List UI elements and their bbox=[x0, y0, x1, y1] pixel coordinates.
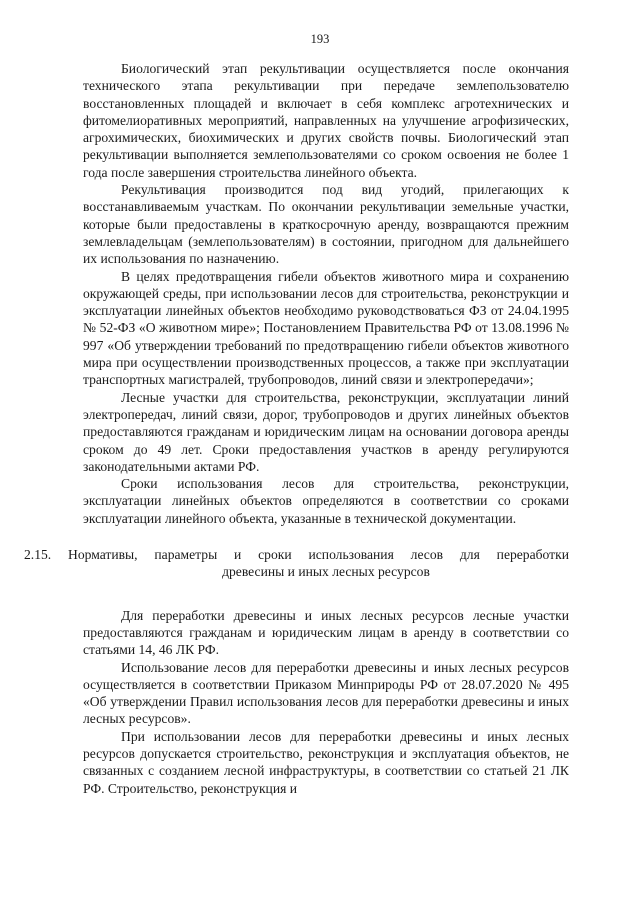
page-number: 193 bbox=[310, 32, 330, 46]
document-body bbox=[24, 60, 569, 797]
paragraph-usage-terms: Сроки использования лесов для строительства, реконструкции, эксплуатации линейных объектов определяются в соответствии со сроками эксплуатации линейного объекта, указанные в технической документации. bbox=[83, 476, 569, 526]
paragraph-processing-construction: При использовании лесов для переработки древесины и иных лесных ресурсов допускается строительство, реконструкция и эксплуатация объектов, не связанных с созданием лесной инфраструктуры, в соответствии со статьей 21 ЛК РФ. Строительство, реконструкция и bbox=[83, 728, 569, 796]
section-heading-line-1: 2.15. Нормативы, параметры и сроки использования лесов для переработки bbox=[24, 547, 569, 563]
paragraph-recultivation: Рекультивация производится под вид угодий, прилегающих к восстанавливаемым участкам. По окончании рекультивации земельные участки, которые были предоставлены в краткосрочную аренду, возвращаются прежним землевладельцам (землепользователям) в состоянии, пригодном для дальнейшего их использования по назначению. bbox=[83, 182, 569, 267]
paragraph-wildlife-protection: В целях предотвращения гибели объектов животного мира и сохранению окружающей среды, при использовании лесов для строительства, реконструкции и эксплуатации линейных объектов необходимо руководствоваться ФЗ от 24.04.1995 № 52-ФЗ «О животном мире»; Постановлением Правительства РФ от 13.08.1996 № 997 «Об утверждении требований по предотвращению гибели объектов животного мира при осуществлении производственных процессов, а также при эксплуатации транспортных магистралей, трубопроводов, линий связи и электропередачи»; bbox=[83, 268, 569, 388]
section-heading bbox=[24, 546, 569, 581]
paragraph-biological-stage: Биологический этап рекультивации осуществляется после окончания технического этапа рекультивации при передаче землепользователю восстановленных площадей и включает в себя комплекс агротехнических и фитомелиоративных мероприятий, направленных на улучшение агрофизических, агрохимических, биохимических и других свойств почвы. Биологический этап рекультивации выполняется землепользователями со сроком освоения не более 1 года после завершения строительства линейного объекта. bbox=[83, 61, 569, 180]
paragraph-processing-lease: Для переработки древесины и иных лесных ресурсов лесные участки предоставляются гражданам и юридическим лицам в аренду в соответствии со статьями 14, 46 ЛК РФ. bbox=[83, 607, 569, 658]
paragraph-processing-order: Использование лесов для переработки древесины и иных лесных ресурсов осуществляется в соответствии Приказом Минприроды РФ от 28.07.2020 № 495 «Об утверждении Правил использования лесов для переработки древесины и иных лесных ресурсов». bbox=[83, 659, 569, 727]
section-heading-line-2: древесины и иных лесных ресурсов bbox=[222, 564, 430, 580]
paragraph-forest-plots-lease: Лесные участки для строительства, реконструкции, эксплуатации линий электропередач, линий связи, дорог, трубопроводов и других линейных объектов предоставляются гражданам и юридическим лицам на основании договора аренды сроком до 49 лет. Сроки предоставления участков в аренду регулируются законодательными актами РФ. bbox=[83, 389, 569, 474]
